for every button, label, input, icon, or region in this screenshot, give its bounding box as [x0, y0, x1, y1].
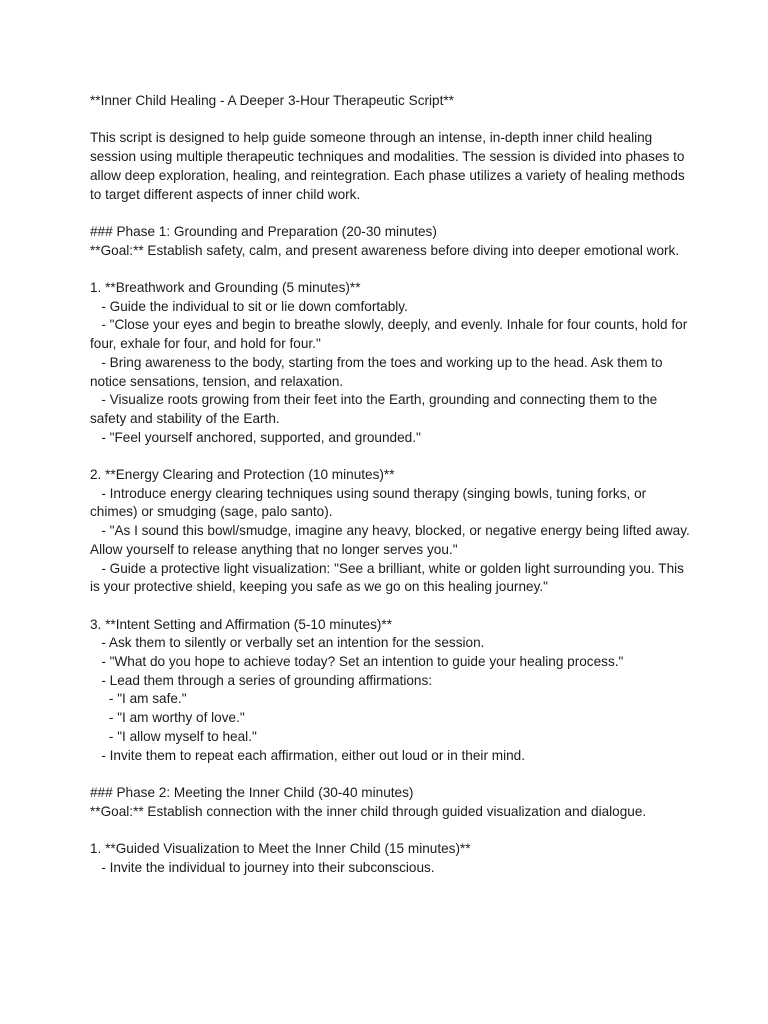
list-item: - Invite them to repeat each affirmation, either out loud or in their mind.: [90, 747, 525, 763]
list-item: - "What do you hope to achieve today? Set an intention to guide your healing process.": [90, 654, 624, 670]
phase1-step1-title: 1. **Breathwork and Grounding (5 minutes)**: [90, 279, 361, 295]
list-item: - Ask them to silently or verbally set an intention for the session.: [90, 635, 485, 651]
phase1-step2-title: 2. **Energy Clearing and Protection (10 minutes)**: [90, 467, 395, 482]
spacer: [90, 447, 690, 466]
list-item: - "I am safe.": [90, 691, 187, 707]
phase2-heading: ### Phase 2: Meeting the Inner Child (30-40 minutes): [90, 784, 414, 800]
list-item: - "I allow myself to heal.": [90, 728, 257, 744]
spacer: [90, 597, 690, 616]
document-title: **Inner Child Healing - A Deeper 3-Hour Therapeutic Script**: [90, 93, 454, 108]
spacer: [90, 765, 690, 784]
document-page: [90, 92, 693, 877]
phase1-heading: ### Phase 1: Grounding and Preparation (20-30 minutes): [90, 223, 437, 239]
list-item: - "Feel yourself anchored, supported, and grounded.": [90, 429, 421, 445]
spacer: [90, 260, 690, 279]
phase2-step1-title: 1. **Guided Visualization to Meet the Inner Child (15 minutes)**: [90, 841, 471, 857]
list-item: - Introduce energy clearing techniques using sound therapy (singing bowls, tuning forks, or chimes) or smudging (sage, palo santo).: [90, 485, 650, 520]
list-item: - "As I sound this bowl/smudge, imagine any heavy, blocked, or negative energy being lifted away. Allow yourself to release anything that no longer serves you.": [90, 523, 693, 557]
spacer: [90, 821, 690, 840]
list-item: - Lead them through a series of grounding affirmations:: [90, 672, 433, 688]
spacer: [90, 204, 690, 223]
list-item: - Invite the individual to journey into their subconscious.: [90, 859, 435, 875]
list-item: - "Close your eyes and begin to breathe slowly, deeply, and evenly. Inhale for four counts, hold for four, exhale for four, and hold for four.": [90, 317, 692, 352]
phase2-goal: **Goal:** Establish connection with the inner child through guided visualization and dialogue.: [90, 803, 647, 819]
intro-paragraph: This script is designed to help guide someone through an intense, in-depth inner child healing session using multiple therapeutic techniques and modalities. The session is divided into phases to allow deep exploration, healing, and reintegration. Each phase utilizes a variety of healing methods to target different aspects of inner child work.: [90, 130, 689, 202]
list-item: - Guide the individual to sit or lie down comfortably.: [90, 298, 408, 314]
phase1-goal: **Goal:** Establish safety, calm, and present awareness before diving into deeper emotional work.: [90, 242, 680, 258]
list-item: - Bring awareness to the body, starting from the toes and working up to the head. Ask them to notice sensations, tension, and relaxation.: [90, 354, 667, 389]
list-item: - "I am worthy of love.": [90, 710, 245, 726]
spacer: [90, 111, 690, 130]
phase1-step3-title: 3. **Intent Setting and Affirmation (5-10 minutes)**: [90, 616, 393, 632]
list-item: - Guide a protective light visualization: "See a brilliant, white or golden light surrounding you. This is your protective shield, keeping you safe as we go on this healing journey.": [90, 560, 688, 595]
list-item: - Visualize roots growing from their feet into the Earth, grounding and connecting them to the safety and stability of the Earth.: [90, 392, 662, 426]
